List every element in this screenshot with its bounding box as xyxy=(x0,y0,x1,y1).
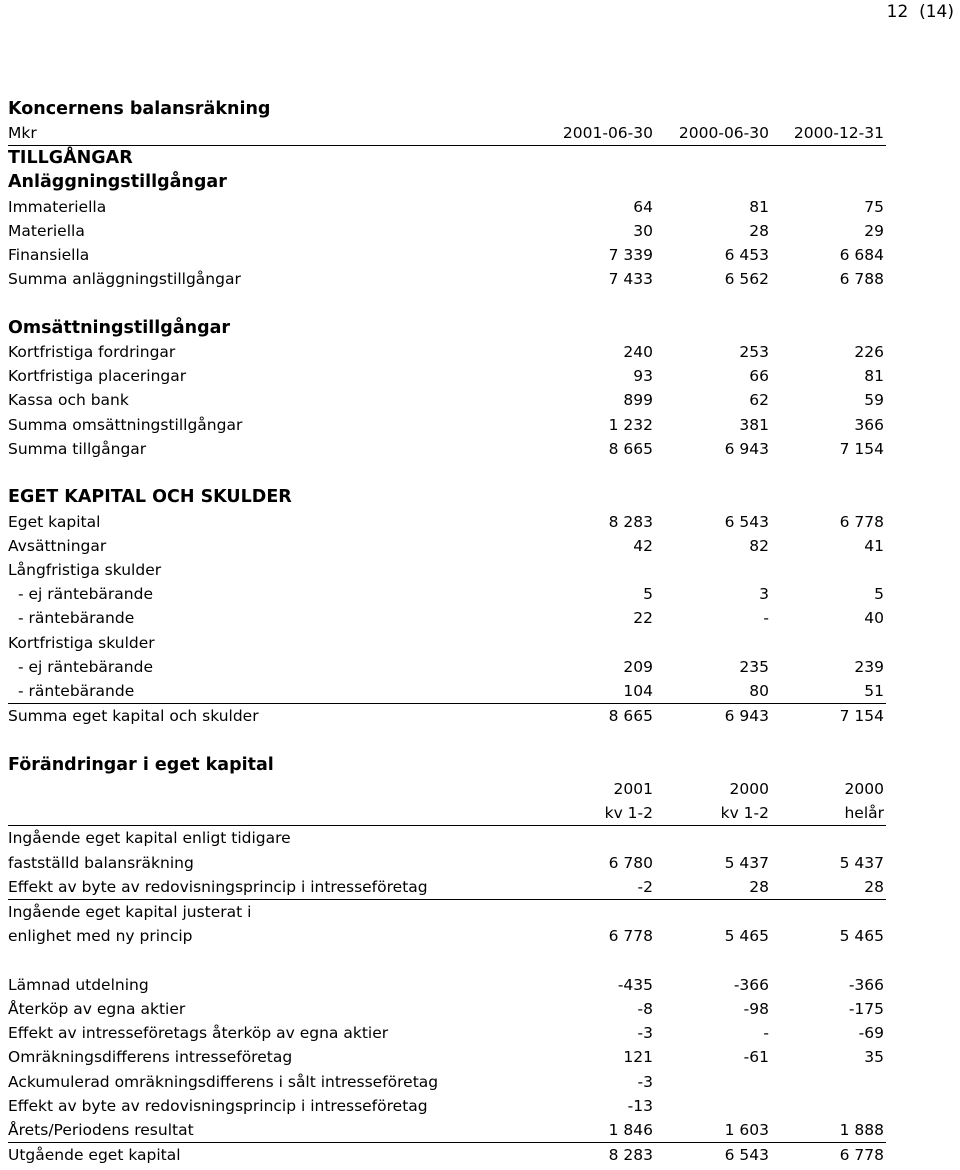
row-label: Kortfristiga skulder xyxy=(8,633,155,652)
value-cell: 366 xyxy=(854,415,884,434)
value-cell: 226 xyxy=(854,343,884,361)
value-cell: 6 778 xyxy=(839,512,884,531)
value-cell: - xyxy=(763,1024,769,1043)
table-row xyxy=(8,582,886,606)
row-label: Kassa och bank xyxy=(8,391,129,410)
row-label: Summa tillgångar xyxy=(8,439,147,458)
table-row xyxy=(8,534,886,558)
table-row xyxy=(8,1118,886,1143)
value-cell: 1 888 xyxy=(839,1120,884,1139)
value-cell: -435 xyxy=(617,975,653,994)
assets-heading xyxy=(8,146,886,170)
value-cell: 64 xyxy=(633,197,653,216)
table-row xyxy=(8,631,886,655)
value-cell: 6 543 xyxy=(724,512,769,531)
changes-period-header-row xyxy=(8,801,886,826)
row-label: Eget kapital xyxy=(8,512,101,531)
value-cell: 66 xyxy=(749,367,769,386)
row-label: Avsättningar xyxy=(8,536,107,555)
page-number-total: (14) xyxy=(919,2,954,22)
value-cell: 6 543 xyxy=(724,1146,769,1165)
value-cell: 3 xyxy=(759,585,769,604)
row-label: Kortfristiga fordringar xyxy=(8,343,176,361)
value-cell: -69 xyxy=(858,1024,884,1043)
column-header-period: helår xyxy=(844,804,884,823)
fixed-assets-heading xyxy=(8,170,886,194)
column-header-2001-06-30: 2001-06-30 xyxy=(562,124,653,142)
value-cell: -366 xyxy=(733,975,769,994)
value-cell: 5 xyxy=(643,585,653,604)
row-label: Finansiella xyxy=(8,245,90,264)
table-row xyxy=(8,704,886,728)
value-cell: 82 xyxy=(749,536,769,555)
table-row xyxy=(8,219,886,243)
value-cell: 28 xyxy=(749,877,769,896)
column-header-row xyxy=(8,121,886,146)
table-row xyxy=(8,655,886,679)
value-cell: 7 154 xyxy=(839,439,884,458)
value-cell: 6 788 xyxy=(839,270,884,289)
value-cell: 59 xyxy=(864,391,884,410)
section-spacer xyxy=(8,461,886,486)
row-label: - ej räntebärande xyxy=(18,657,154,676)
section-spacer xyxy=(8,948,886,973)
row-label: Effekt av byte av redovisningsprincip i intresseföretag xyxy=(8,877,428,896)
value-cell: 6 778 xyxy=(839,1146,884,1165)
value-cell: 6 943 xyxy=(724,707,769,726)
table-row xyxy=(8,388,886,412)
row-label: Summa eget kapital och skulder xyxy=(8,707,259,726)
table-row xyxy=(8,900,886,924)
value-cell: 381 xyxy=(739,415,769,434)
value-cell: -98 xyxy=(743,1000,769,1018)
row-label: Effekt av intresseföretags återköp av egna aktier xyxy=(8,1024,389,1043)
value-cell: 62 xyxy=(749,391,769,410)
value-cell: 8 283 xyxy=(608,1146,653,1165)
row-label: fastställd balansräkning xyxy=(8,853,194,872)
value-cell: 7 433 xyxy=(608,270,653,289)
value-cell: -175 xyxy=(848,1000,884,1018)
value-cell: 5 437 xyxy=(839,853,884,872)
row-label: Summa omsättningstillgångar xyxy=(8,415,243,434)
row-label: Summa anläggningstillgångar xyxy=(8,270,241,289)
table-row xyxy=(8,1070,886,1094)
balance-title-text: Koncernens balansräkning xyxy=(8,99,271,119)
table-row xyxy=(8,195,886,219)
value-cell: 40 xyxy=(864,609,884,628)
table-row xyxy=(8,679,886,704)
row-label: Återköp av egna aktier xyxy=(8,1000,186,1018)
value-cell: 6 453 xyxy=(724,245,769,264)
row-label: Ingående eget kapital enligt tidigare xyxy=(8,829,291,848)
value-cell: 121 xyxy=(623,1048,653,1067)
table-row xyxy=(8,875,886,900)
row-label: Omräkningsdifferens intresseföretag xyxy=(8,1048,293,1067)
value-cell: 1 603 xyxy=(724,1120,769,1139)
value-cell: 51 xyxy=(864,681,884,700)
row-label: - ej räntebärande xyxy=(18,585,154,604)
value-cell: 7 339 xyxy=(608,245,653,264)
value-cell: 35 xyxy=(864,1048,884,1067)
table-row xyxy=(8,510,886,534)
column-header-2000-12-31: 2000-12-31 xyxy=(793,124,884,142)
table-row xyxy=(8,558,886,582)
changes-title-text: Förändringar i eget kapital xyxy=(8,754,274,775)
value-cell: -366 xyxy=(848,975,884,994)
table-row xyxy=(8,340,886,364)
table-row xyxy=(8,973,886,997)
value-cell: 41 xyxy=(864,536,884,555)
page-number-current: 12 xyxy=(886,2,909,22)
value-cell: 29 xyxy=(864,221,884,240)
value-cell: 235 xyxy=(739,657,769,676)
value-cell: 239 xyxy=(854,657,884,676)
row-label: Årets/Periodens resultat xyxy=(8,1120,194,1139)
table-row xyxy=(8,924,886,948)
row-label: Utgående eget kapital xyxy=(8,1146,181,1165)
row-label: Kortfristiga placeringar xyxy=(8,367,187,386)
fixed-assets-heading-text: Anläggningstillgångar xyxy=(8,172,227,193)
value-cell: 6 943 xyxy=(724,439,769,458)
value-cell: 5 xyxy=(874,585,884,604)
value-cell: 75 xyxy=(864,197,884,216)
equity-liabilities-heading-text: EGET KAPITAL OCH SKULDER xyxy=(8,487,292,508)
value-cell: -3 xyxy=(637,1024,653,1043)
table-row xyxy=(8,851,886,875)
table-row xyxy=(8,997,886,1021)
section-spacer xyxy=(8,291,886,316)
table-row xyxy=(8,364,886,388)
balance-document xyxy=(8,94,886,1167)
row-label: Lämnad utdelning xyxy=(8,975,149,994)
value-cell: 8 665 xyxy=(608,439,653,458)
value-cell: 5 465 xyxy=(839,927,884,946)
value-cell: -61 xyxy=(743,1048,769,1067)
section-spacer xyxy=(8,728,886,753)
row-label: - räntebärande xyxy=(18,609,135,628)
value-cell: 30 xyxy=(633,221,653,240)
table-row xyxy=(8,606,886,630)
value-cell: 8 665 xyxy=(608,707,653,726)
value-cell: 1 232 xyxy=(608,415,653,434)
value-cell: 209 xyxy=(623,657,653,676)
row-label: Immateriella xyxy=(8,197,107,216)
table-row xyxy=(8,413,886,437)
value-cell: 6 684 xyxy=(839,245,884,264)
value-cell: 81 xyxy=(864,367,884,386)
table-row xyxy=(8,1094,886,1118)
value-cell: 253 xyxy=(739,343,769,361)
column-header-period: kv 1-2 xyxy=(604,804,653,823)
row-label: Ackumulerad omräkningsdifferens i sålt intresseföretag xyxy=(8,1072,439,1091)
table-row xyxy=(8,267,886,291)
value-cell: 42 xyxy=(633,536,653,555)
value-cell: 81 xyxy=(749,197,769,216)
value-cell: 8 283 xyxy=(608,512,653,531)
value-cell: 5 437 xyxy=(724,853,769,872)
balance-title xyxy=(8,94,886,121)
value-cell: 5 465 xyxy=(724,927,769,946)
current-assets-heading xyxy=(8,316,886,340)
value-cell: -8 xyxy=(637,1000,653,1018)
table-row xyxy=(8,1021,886,1045)
assets-heading-text: TILLGÅNGAR xyxy=(8,148,133,169)
column-header-year: 2001 xyxy=(613,780,653,798)
changes-year-header-row xyxy=(8,777,886,801)
row-label: Materiella xyxy=(8,221,85,240)
value-cell: 28 xyxy=(864,877,884,896)
column-header-year: 2000 xyxy=(729,780,769,798)
column-header-year: 2000 xyxy=(844,780,884,798)
value-cell: -13 xyxy=(627,1096,653,1115)
table-row xyxy=(8,826,886,850)
value-cell: -2 xyxy=(637,877,653,896)
column-header-period: kv 1-2 xyxy=(720,804,769,823)
table-row xyxy=(8,437,886,461)
value-cell: 7 154 xyxy=(839,707,884,726)
column-header-2000-06-30: 2000-06-30 xyxy=(678,124,769,142)
equity-liabilities-heading xyxy=(8,485,886,509)
current-assets-heading-text: Omsättningstillgångar xyxy=(8,317,231,338)
value-cell: 22 xyxy=(633,609,653,628)
value-cell: 240 xyxy=(623,343,653,361)
value-cell: -3 xyxy=(637,1072,653,1091)
table-row xyxy=(8,243,886,267)
value-cell: 104 xyxy=(623,681,653,700)
value-cell: 1 846 xyxy=(608,1120,653,1139)
value-cell: 6 778 xyxy=(608,927,653,946)
row-label: - räntebärande xyxy=(18,681,135,700)
changes-title xyxy=(8,753,886,777)
unit-label: Mkr xyxy=(8,124,37,142)
value-cell: 80 xyxy=(749,681,769,700)
value-cell: 6 780 xyxy=(608,853,653,872)
value-cell: 93 xyxy=(633,367,653,386)
row-label: Långfristiga skulder xyxy=(8,561,162,579)
table-row xyxy=(8,1045,886,1069)
row-label: enlighet med ny princip xyxy=(8,927,193,946)
row-label: Effekt av byte av redovisningsprincip i intresseföretag xyxy=(8,1096,428,1115)
value-cell: 28 xyxy=(749,221,769,240)
row-label: Ingående eget kapital justerat i xyxy=(8,902,252,921)
value-cell: - xyxy=(763,609,769,628)
table-row xyxy=(8,1143,886,1167)
value-cell: 899 xyxy=(623,391,653,410)
value-cell: 6 562 xyxy=(724,270,769,289)
page-number xyxy=(887,2,954,22)
